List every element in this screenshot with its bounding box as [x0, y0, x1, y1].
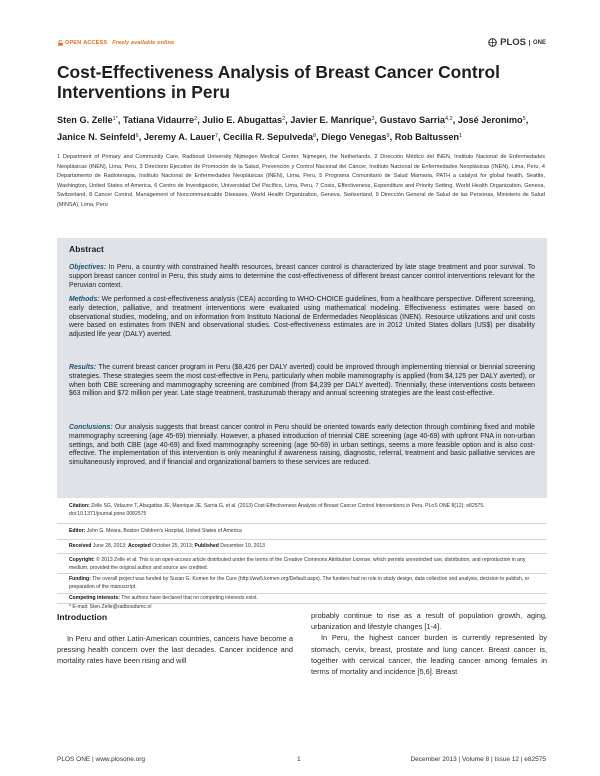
author-name: [380, 115, 453, 125]
abstract-conclusions: [69, 424, 535, 468]
meta-divider: [57, 553, 547, 554]
author-name-text: Diego Venegas: [321, 132, 387, 142]
conclusions-text: Our analysis suggests that breast cancer control in Peru should be oriented towards early detection through combining fixed and mobile mammography screening (age 45-69) triennially. However, a phased introduction of triennial CBE screening (age 40-69) with upfront FNA in non-urban settings, and both CBE (age 40-69) and fixed mammography screening (age 50-69) in urban settings, seems a more feasible option and is also cost-effective. The implementation of this intervention is only meaningful if awareness raising, diagnostic, referral, treatment and basic palliative services are simultaneously improved, and if financial and organizational barriers to these services are reduced.: [69, 424, 535, 467]
results-label: Results:: [69, 364, 97, 371]
published-label: Published: [194, 543, 219, 549]
plos-one-logo[interactable]: [488, 37, 546, 48]
author-affiliation-marker: 3: [371, 116, 375, 122]
open-access-badge: [58, 40, 174, 46]
author-name: [57, 132, 139, 142]
intro-right-column: [311, 610, 547, 677]
intro-left-column: [57, 633, 293, 667]
author-name-text: Sten G. Zelle: [57, 115, 113, 125]
received-date: June 28, 2013;: [92, 543, 127, 549]
accepted-date: October 25, 2013;: [152, 543, 194, 549]
funding: [69, 576, 539, 591]
intro-paragraph: In Peru, the highest cancer burden is currently represented by stomach, cervix, breast, prostate and lung cancer. Breast cancer is, together with cervical cancer, the leading cancer among females in terms of mortality and incidence [5,6]. Breast: [311, 633, 547, 677]
citation-text: Zelle SG, Vidaurre T, Abugattas JE, Manrique JE, Sarria G, et al. (2013) Cost-Effectiveness Analysis of Breast Cancer Control Interventions in Peru. PLoS ONE 8(12): e82575. doi:10.1371/journal.pone.0082575: [69, 503, 485, 517]
author-name: [290, 115, 374, 125]
author-affiliation-marker: 2: [282, 116, 286, 122]
citation: [69, 503, 539, 518]
introduction-heading: Introduction: [57, 612, 108, 622]
author-name-text: Janice N. Seinfeld: [57, 132, 136, 142]
intro-paragraph: probably continue to rise as a result of population growth, aging, urbanization and lifestyle changes [1-4].: [311, 611, 547, 632]
conclusions-label: Conclusions:: [69, 424, 113, 431]
author-name-text: José Jeronimo: [457, 115, 523, 125]
published-date: December 10, 2013: [220, 543, 266, 549]
footer-journal[interactable]: PLOS ONE | www.plosone.org: [57, 756, 146, 763]
funding-text: The overall project was funded by Susan G. Komen for the Cure (http://ww5.komen.org/Default.aspx). The funders had no role in study design, data collection and analysis, decision to publish, or preparation of the manuscript.: [69, 576, 530, 590]
author-name: [57, 115, 118, 125]
competing-interests: [69, 595, 539, 603]
copyright-text: © 2013 Zelle et al. This is an open-access article distributed under the terms of the Creative Commons Attribution License, which permits unrestricted use, distribution, and reproduction in any medium, provided the original author and source are credited.: [69, 557, 526, 571]
author-name-text: Jeremy A. Lauer: [143, 132, 215, 142]
methods-label: Methods:: [69, 296, 100, 303]
accepted-label: Accepted: [127, 543, 151, 549]
footer-issue: December 2013 | Volume 8 | Issue 12 | e82575: [410, 756, 546, 763]
author-name-text: Julio E. Abugattas: [202, 115, 283, 125]
author-name-text: Rob Baltussen: [394, 132, 460, 142]
page-number: 1: [297, 756, 301, 763]
editor-text: John G. Meara, Boston Children's Hospital, United States of America: [86, 528, 242, 534]
received-label: Received: [69, 543, 92, 549]
author-affiliation-marker: 2: [194, 116, 198, 122]
author-affiliation-marker: 1: [459, 133, 463, 139]
author-affiliation-marker: 9: [386, 133, 390, 139]
author-name: [458, 115, 526, 125]
results-text: The current breast cancer program in Peru ($8,426 per DALY averted) could be improved through implementing triennial or biennial screening strategies. These strategies seem the most cost-effective in Peru, particularly when mobile mammography is applied (from $4,125 per DALY averted), or when both CBE screening and mammography screening are combined (from $4,239 per DALY averted). Triennially, these interventions costs between $63 million and $72 million per year. Late stage treatment, trastuzumab therapy and annual screening strategies are the least cost-effective.: [69, 364, 535, 398]
author-name: [395, 132, 462, 142]
objectives-text: In Peru, a country with constrained health resources, breast cancer control is characterized by late stage treatment and poor survival. To support breast cancer control in Peru, this study aims to determine the cost-effectiveness of different breast cancer control interventions relevant for the Peruvian context.: [69, 264, 535, 289]
author-name: [223, 132, 316, 142]
dates: [69, 543, 539, 551]
author-name: [202, 115, 285, 125]
author-name-text: Gustavo Sarria: [379, 115, 446, 125]
corresponding-email[interactable]: * E-mail: Sten.Zelle@radboudumc.nl: [69, 604, 152, 610]
intro-paragraph: In Peru and other Latin-American countries, cancers have become a pressing health concern over the last decades. Cancer incidence and mortality rates have been rising and will: [57, 634, 293, 666]
author-name-text: Javier E. Manrique: [290, 115, 372, 125]
editor: [69, 528, 539, 536]
objectives-label: Objectives:: [69, 264, 107, 271]
affiliations: 1 Department of Primary and Community Care, Radboud University Nijmegen Medical Center, Nijmegen, the Netherlands, 2 Dirección Médico del INEN, Instituto Nacional de Enfermedades Neoplásicas (INEN), Lima, Peru, 3 Directorio Ejecutivo de Promoción de la Salud, Prevención y Control Nacional del Cáncer, Instituto Nacional de Enfermedades Neoplásicas (INEN), Lima, Peru, 4 Departamento de Radioterapia, Instituto Nacional de Enfermedades Neoplásicas (INEN), Lima, Peru, 5 Programa Comunitario de Salud Mamaria, PATH a catalyst for global health, Seattle, Washington, United States of America, 6 Centro de Investigación, Universidad Del Pacífico, Lima, Peru, 7 Costs, Effectiveness, Expenditure and Priority Setting, World Health Organization, Geneva, Switzerland, 8 Cancer Control, Management of Noncommunicable Diseases, World Health Organization, Geneva, Switzerland, 9 Dirección General de Salud de las Personas, Ministerio de Salud (MINSA), Lima, Peru: [57, 154, 545, 208]
article-title: Cost-Effectiveness Analysis of Breast Cancer Control Interventions in Peru: [57, 62, 500, 102]
access-label: ACCESS: [83, 40, 108, 46]
author-name-text: Cecilia R. Sepulveda: [223, 132, 314, 142]
author-affiliation-marker: 6: [135, 133, 139, 139]
plos-wordmark: PLOS: [500, 37, 526, 48]
citation-label: Citation:: [69, 503, 90, 509]
abstract-heading: Abstract: [69, 244, 104, 254]
author-affiliation-marker: 5: [522, 116, 526, 122]
copyright-label: Copyright:: [69, 557, 95, 563]
author-name: [144, 132, 218, 142]
competing-text: The authors have declared that no competing interests exist.: [121, 595, 258, 601]
author-name-text: Tatiana Vidaurre: [122, 115, 195, 125]
author-affiliation-marker: 4,2: [445, 116, 453, 122]
author-list: Sten G. Zelle$^{1*}$, Tatiana Vidaurre$^2$, Julio E. Abugattas$^2$, Javier E. Manrique$^3$, Gustavo Sarria$^{4,2}$, José Jeronimo$^5$, Janice N. Seinfeld$^6$, Jeremy A. Lauer$^7$, Cecilia R. Sepulveda$^8$, Diego Venegas$^9$, Rob Baltussen$^1$: [57, 115, 529, 142]
abstract-methods: [69, 296, 535, 340]
open-lock-icon: [58, 40, 63, 46]
abstract-objectives: [69, 264, 535, 290]
funding-label: Funding:: [69, 576, 91, 582]
open-label: OPEN: [65, 40, 82, 46]
abstract-results: [69, 364, 535, 399]
one-wordmark: ONE: [529, 40, 546, 46]
competing-label: Competing interests:: [69, 595, 120, 601]
meta-divider: [57, 593, 547, 594]
author-affiliation-marker: 7: [214, 133, 219, 139]
author-name: [123, 115, 197, 125]
copyright: [69, 557, 539, 572]
meta-divider: [57, 539, 547, 540]
meta-divider: [57, 573, 547, 574]
plos-globe-icon: [488, 38, 497, 47]
author-affiliation-marker: 8: [313, 133, 317, 139]
meta-divider: [57, 523, 547, 524]
methods-text: We performed a cost-effectiveness analysis (CEA) according to WHO-CHOICE guidelines, from a healthcare perspective. Different screening, early detection, palliative, and treatment interventions were evaluated using mathematical modeling. Effectiveness estimates were based on observational studies, modeling, and on information from Instituto Nacional de Enfermedades Neoplásicas (INEN). Resource utilizations and unit costs were based on estimates from INEN and observational studies. Cost-effectiveness estimates are in 2012 United States dollars (US$) per disability adjusted life year (DALY) averted.: [69, 296, 535, 339]
author-name: [321, 132, 389, 142]
free-online-label: Freely available online: [112, 40, 175, 46]
journal-header: [58, 38, 546, 52]
editor-label: Editor:: [69, 528, 86, 534]
author-affiliation-marker: 1*: [112, 116, 118, 122]
